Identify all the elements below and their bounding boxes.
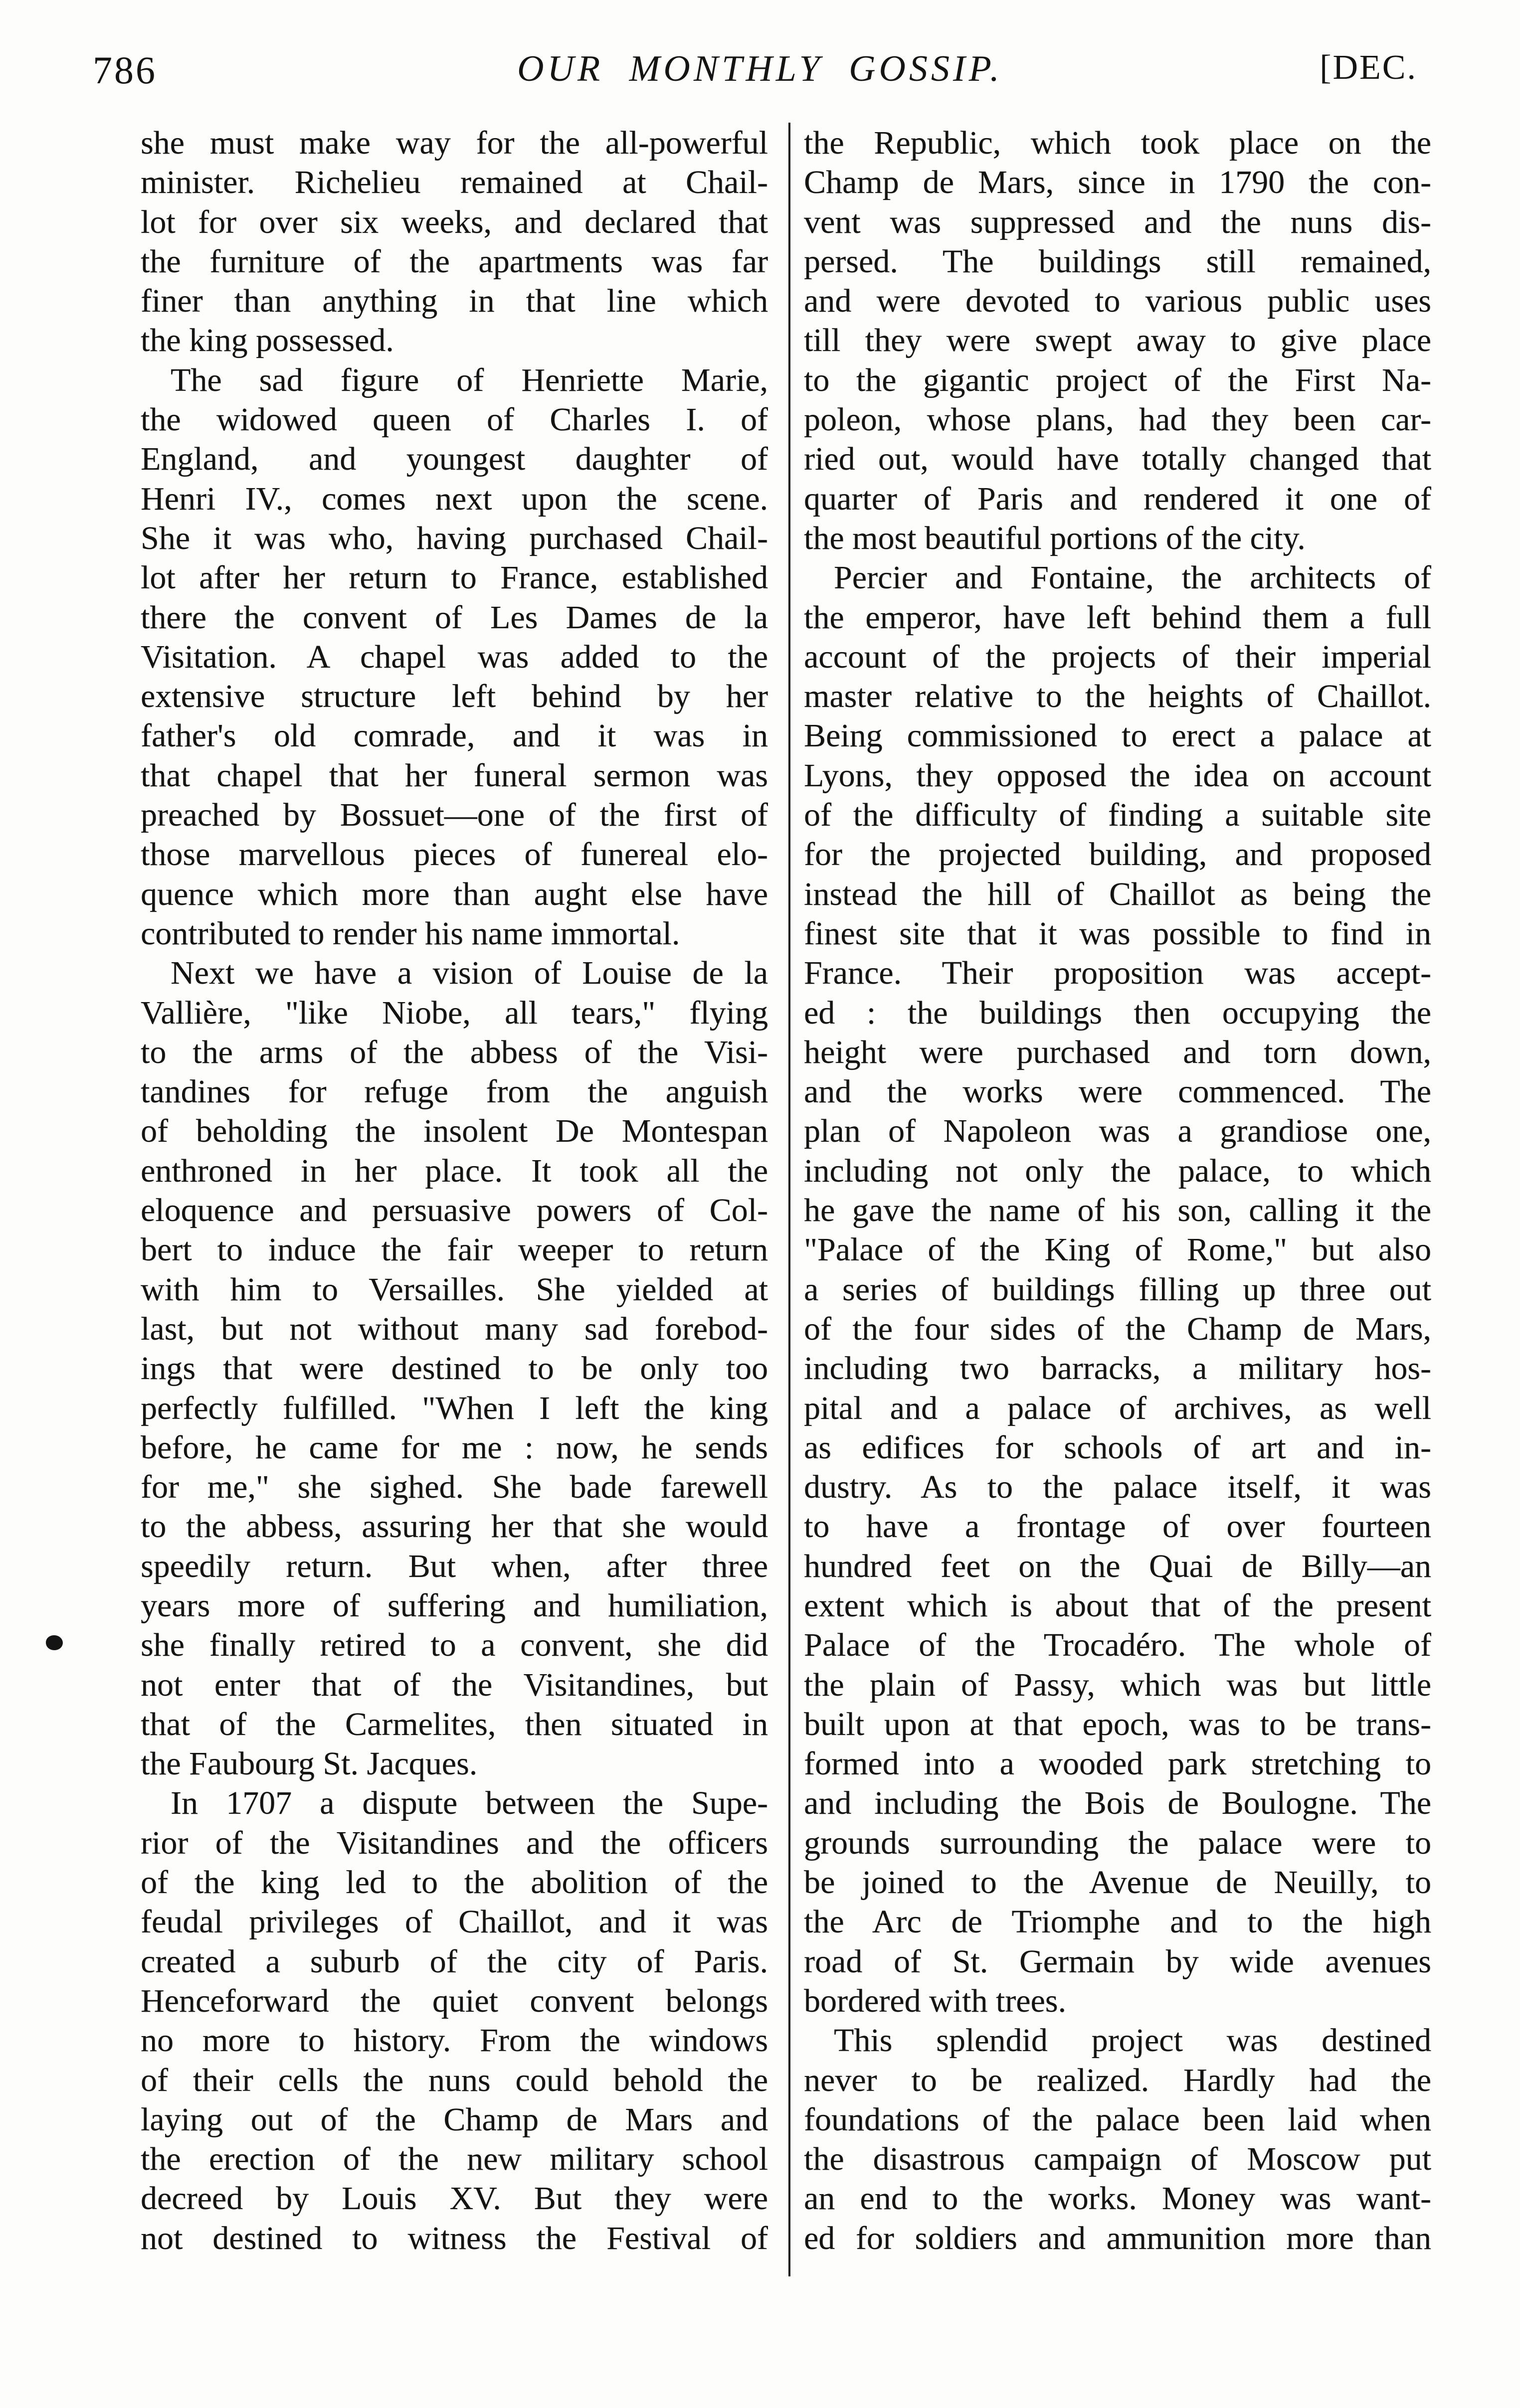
- text-line: of the difficulty of finding a suitable site: [804, 797, 1431, 834]
- left-column: [141, 123, 768, 2258]
- text-line: there the convent of Les Dames de la: [141, 599, 768, 636]
- text-line: Visitation. A chapel was added to the: [141, 638, 768, 675]
- text-line: with him to Versailles. She yielded at: [141, 1271, 768, 1308]
- text-line: the disastrous campaign of Moscow put: [804, 2141, 1431, 2178]
- text-line: the emperor, have left behind them a full: [804, 599, 1431, 636]
- text-line: Next we have a vision of Louise de la: [171, 955, 768, 992]
- text-line: plan of Napoleon was a grandiose one,: [804, 1113, 1431, 1150]
- text-line: bordered with trees.: [804, 1982, 1066, 2019]
- text-line: Henri IV., comes next upon the scene.: [141, 480, 768, 517]
- text-line: height were purchased and torn down,: [804, 1033, 1431, 1070]
- text-line: before, he came for me : now, he sends: [141, 1429, 768, 1466]
- text-line: perfectly fulfilled. "When I left the king: [141, 1389, 768, 1426]
- text-line: formed into a wooded park stretching to: [804, 1745, 1431, 1782]
- text-line: last, but not without many sad forebod-: [141, 1310, 768, 1347]
- text-line: to the arms of the abbess of the Visi-: [141, 1033, 768, 1070]
- right-column: [804, 123, 1431, 2258]
- text-line: lot for over six weeks, and declared that: [141, 203, 768, 240]
- text-line: poleon, whose plans, had they been car-: [804, 401, 1431, 438]
- text-line: Percier and Fontaine, the architects of: [834, 559, 1431, 596]
- text-line: including two barracks, a military hos-: [804, 1350, 1431, 1387]
- text-line: laying out of the Champ de Mars and: [141, 2101, 768, 2138]
- text-line: extensive structure left behind by her: [141, 678, 768, 715]
- text-line: and the works were commenced. The: [804, 1073, 1431, 1110]
- text-line: father's old comrade, and it was in: [141, 717, 768, 754]
- text-line: the Republic, which took place on the: [804, 125, 1431, 161]
- text-line: decreed by Louis XV. But they were: [141, 2180, 768, 2217]
- text-line: the plain of Passy, which was but little: [804, 1666, 1431, 1703]
- text-line: no more to history. From the windows: [141, 2022, 768, 2059]
- text-line: foundations of the palace been laid when: [804, 2101, 1431, 2138]
- text-line: not enter that of the Visitandines, but: [141, 1666, 768, 1703]
- text-line: master relative to the heights of Chaillot.: [804, 678, 1431, 715]
- text-line: persed. The buildings still remained,: [804, 243, 1431, 280]
- text-line: ings that were destined to be only too: [141, 1350, 768, 1387]
- text-line: built upon at that epoch, was to be trans-: [804, 1706, 1431, 1742]
- text-line: She it was who, having purchased Chail-: [141, 519, 768, 556]
- text-line: of the four sides of the Champ de Mars,: [804, 1310, 1431, 1347]
- text-line: England, and youngest daughter of: [141, 441, 768, 478]
- text-line: the most beautiful portions of the city.: [804, 519, 1306, 556]
- text-line: created a suburb of the city of Paris.: [141, 1943, 768, 1980]
- text-line: the Arc de Triomphe and to the high: [804, 1903, 1431, 1940]
- text-line: the king possessed.: [141, 322, 394, 359]
- page-title: OUR MONTHLY GOSSIP.: [517, 48, 1003, 89]
- text-line: the erection of the new military school: [141, 2141, 768, 2178]
- text-line: those marvellous pieces of funereal elo-: [141, 836, 768, 873]
- text-line: dustry. As to the palace itself, it was: [804, 1469, 1431, 1506]
- text-line: a series of buildings filling up three out: [804, 1271, 1431, 1308]
- text-line: extent which is about that of the present: [804, 1587, 1431, 1624]
- text-line: as edifices for schools of art and in-: [804, 1429, 1431, 1466]
- text-line: finest site that it was possible to find in: [804, 915, 1431, 952]
- page-number: 786: [93, 48, 157, 92]
- text-line: not destined to witness the Festival of: [141, 2220, 768, 2256]
- text-line: the furniture of the apartments was far: [141, 243, 768, 280]
- text-line: he gave the name of his son, calling it the: [804, 1192, 1431, 1229]
- text-line: of their cells the nuns could behold the: [141, 2062, 768, 2098]
- text-line: ed : the buildings then occupying the: [804, 994, 1431, 1031]
- text-line: account of the projects of their imperial: [804, 638, 1431, 675]
- text-line: Lyons, they opposed the idea on account: [804, 757, 1431, 794]
- text-line: speedily return. But when, after three: [141, 1548, 768, 1584]
- text-line: contributed to render his name immortal.: [141, 915, 680, 952]
- text-line: be joined to the Avenue de Neuilly, to: [804, 1864, 1431, 1901]
- text-line: tandines for refuge from the anguish: [141, 1073, 768, 1110]
- text-line: This splendid project was destined: [834, 2022, 1431, 2059]
- text-line: and were devoted to various public uses: [804, 283, 1431, 320]
- text-line: lot after her return to France, established: [141, 559, 768, 596]
- text-line: The sad figure of Henriette Marie,: [171, 361, 768, 398]
- text-line: she must make way for the all-powerful: [141, 125, 768, 161]
- text-line: hundred feet on the Quai de Billy—an: [804, 1548, 1431, 1584]
- text-line: grounds surrounding the palace were to: [804, 1824, 1431, 1861]
- text-line: Palace of the Trocadéro. The whole of: [804, 1627, 1431, 1664]
- text-line: she finally retired to a convent, she did: [141, 1627, 768, 1664]
- text-line: and including the Bois de Boulogne. The: [804, 1785, 1431, 1822]
- text-line: the widowed queen of Charles I. of: [141, 401, 768, 438]
- text-line: quarter of Paris and rendered it one of: [804, 480, 1431, 517]
- text-line: ed for soldiers and ammunition more than: [804, 2220, 1431, 2256]
- text-line: pital and a palace of archives, as well: [804, 1389, 1431, 1426]
- text-line: for me," she sighed. She bade farewell: [141, 1469, 768, 1506]
- text-line: bert to induce the fair weeper to return: [141, 1231, 768, 1268]
- text-line: never to be realized. Hardly had the: [804, 2062, 1431, 2098]
- text-line: France. Their proposition was accept-: [804, 955, 1431, 992]
- margin-ink-spot: [46, 1635, 63, 1650]
- text-line: preached by Bossuet—one of the first of: [141, 797, 768, 834]
- text-line: of the king led to the abolition of the: [141, 1864, 768, 1901]
- header-issue-date: [DEC.: [1320, 48, 1417, 87]
- text-line: quence which more than aught else have: [141, 875, 768, 912]
- text-line: rior of the Visitandines and the officers: [141, 1824, 768, 1861]
- text-line: Vallière, "like Niobe, all tears," flying: [141, 994, 768, 1031]
- text-line: till they were swept away to give place: [804, 322, 1431, 359]
- text-line: Henceforward the quiet convent belongs: [141, 1982, 768, 2019]
- text-line: the Faubourg St. Jacques.: [141, 1745, 478, 1782]
- text-line: feudal privileges of Chaillot, and it was: [141, 1903, 768, 1940]
- text-line: ried out, would have totally changed that: [804, 441, 1431, 478]
- text-line: vent was suppressed and the nuns dis-: [804, 203, 1431, 240]
- text-line: to the gigantic project of the First Na-: [804, 361, 1431, 398]
- text-line: In 1707 a dispute between the Supe-: [171, 1785, 768, 1822]
- text-line: "Palace of the King of Rome," but also: [804, 1231, 1431, 1268]
- text-line: finer than anything in that line which: [141, 283, 768, 320]
- text-line: years more of suffering and humiliation,: [141, 1587, 768, 1624]
- text-line: to have a frontage of over fourteen: [804, 1508, 1431, 1545]
- text-line: Champ de Mars, since in 1790 the con-: [804, 164, 1431, 201]
- text-line: of beholding the insolent De Montespan: [141, 1113, 768, 1150]
- column-divider: [788, 123, 790, 2276]
- text-line: instead the hill of Chaillot as being the: [804, 875, 1431, 912]
- text-line: enthroned in her place. It took all the: [141, 1152, 768, 1189]
- text-line: to the abbess, assuring her that she would: [141, 1508, 768, 1545]
- text-line: for the projected building, and proposed: [804, 836, 1431, 873]
- text-line: minister. Richelieu remained at Chail-: [141, 164, 768, 201]
- text-line: an end to the works. Money was want-: [804, 2180, 1431, 2217]
- text-line: that chapel that her funeral sermon was: [141, 757, 768, 794]
- text-line: road of St. Germain by wide avenues: [804, 1943, 1431, 1980]
- text-line: including not only the palace, to which: [804, 1152, 1431, 1189]
- text-line: that of the Carmelites, then situated in: [141, 1706, 768, 1742]
- text-line: eloquence and persuasive powers of Col-: [141, 1192, 768, 1229]
- text-line: Being commissioned to erect a palace at: [804, 717, 1431, 754]
